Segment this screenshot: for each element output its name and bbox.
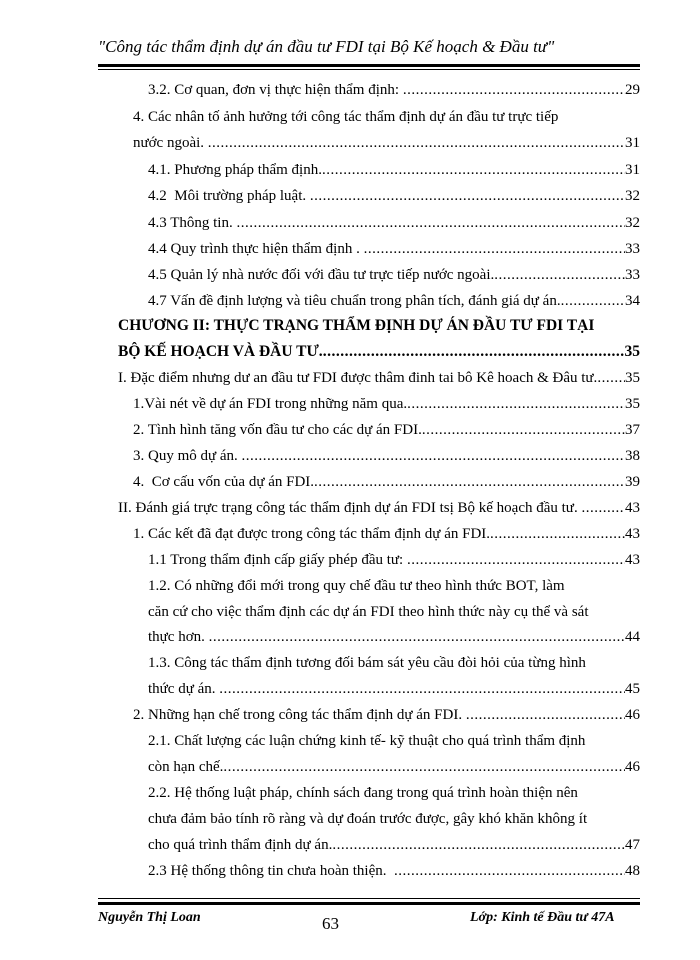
toc-entry-I-2 [133,420,640,440]
toc-leader-dots [394,861,625,881]
toc-entry-text: 1.1 Trong thẩm định cấp giấy phép đầu tư: [148,552,407,568]
toc-page-number: 48 [625,863,640,879]
toc-entry-text: cho quá trình thẩm định dự án. [148,837,333,853]
toc-entry-text: 3.2. Cơ quan, đơn vị thực hiện thẩm định: [148,82,403,98]
toc-entry-text: 3. Quy mô dự án. [133,448,242,464]
toc-entry-text: 1.3. Công tác thẩm định tương đối bám sát yêu cầu đòi hỏi của từng hình [148,655,586,671]
toc-section-II [118,498,640,518]
toc-page-number: 43 [625,552,640,568]
toc-leader-dots [208,133,625,153]
toc-page-number: 32 [625,215,640,231]
toc-page-number: 44 [625,629,640,645]
toc-entry-II-2-2 [148,783,640,803]
toc-entry-4-2 [148,186,640,206]
toc-entry-II-2-2-end [148,835,640,855]
toc-entry-text: chưa đảm bảo tính rõ ràng và dự đoán trước được, gây khó khăn không ít [148,811,588,827]
toc-entry-II-1 [133,524,640,544]
footer-class: Lớp: Kinh tế Đầu tư 47A [470,910,615,925]
toc-leader-dots [322,160,625,180]
toc-page-number: 33 [625,267,640,283]
toc-chapter-2-cont [118,342,640,362]
toc-leader-dots [403,80,625,100]
toc-leader-dots [490,524,625,544]
toc-entry-text: 1.Vài nét về dự án FDI trong những năm qua. [133,396,408,412]
toc-entry-text: 2.1. Chất lượng các luận chứng kinh tế- kỹ thuật cho quá trình thẩm định [148,733,586,749]
toc-entry-text: 2. Những hạn chế trong công tác thẩm định dự án FDI. [133,707,466,723]
toc-page-number: 31 [625,135,640,151]
footer-rule-thick [98,902,640,905]
toc-leader-dots [242,446,625,466]
toc-page-number: 38 [625,448,640,464]
toc-entry-4-7 [148,291,640,311]
toc-entry-4-4 [148,239,640,259]
toc-entry-text: nước ngoài. [133,135,208,151]
toc-entry-4-3 [148,213,640,233]
toc-entry-text: 1. Các kết đã đạt được trong công tác thẩm định dự án FDI. [133,526,491,542]
footer-page-number: 63 [322,914,339,933]
toc-entry-II-2 [133,705,640,725]
toc-entry-text: 4.2 Môi trường pháp luật. [148,188,310,204]
toc-page-number: 35 [625,370,640,386]
toc-entry-text: 4. Cơ cấu vốn của dự án FDI. [133,474,315,490]
toc-section-I [118,368,640,388]
toc-entry-text: còn hạn chế. [148,759,224,775]
toc-chapter-title: BỘ KẾ HOẠCH VÀ ĐẦU TƯ. [118,343,323,360]
footer-author: Nguyễn Thị Loan [98,910,201,925]
toc-entry-text: I. Đặc điểm nhưng dư an đầu tư FDI được thâm đinh tai bô Kê hoach & Đâu tư. [118,370,598,386]
toc-entry-II-1-2-end [148,627,640,647]
toc-leader-dots [494,265,625,285]
toc-entry-text: 4.5 Quản lý nhà nước đối với đầu tư trực tiếp nước ngoài. [148,267,495,283]
toc-leader-dots [597,368,625,388]
toc-entry-II-1-2-cont [148,602,640,622]
toc-leader-dots [422,420,625,440]
toc-entry-II-1-2 [148,576,640,596]
toc-leader-dots [219,679,625,699]
toc-page-number: 29 [625,82,640,98]
toc-entry-text: 2.3 Hệ thống thông tin chưa hoàn thiện. [148,863,395,879]
toc-leader-dots [223,757,625,777]
toc-entry-I-4 [133,472,640,492]
toc-chapter-2 [118,316,640,336]
header-rule-thick [98,64,640,67]
toc-entry-3-2 [148,80,640,100]
toc-page-number: 43 [625,500,640,516]
toc-page-number: 35 [625,396,640,412]
toc-page-number: 31 [625,162,640,178]
toc-entry-II-2-2-cont [148,809,640,829]
toc-page-number: 39 [625,474,640,490]
toc-entry-4-cont [133,133,640,153]
toc-page-number: 47 [625,837,640,853]
toc-leader-dots [314,472,625,492]
toc-entry-II-1-1 [148,550,640,570]
toc-entry-I-1 [133,394,640,414]
toc-entry-II-2-1-cont [148,757,640,777]
toc-page-number: 46 [625,707,640,723]
toc-entry-4-1 [148,160,640,180]
toc-entry-text: II. Đánh giá trực trạng công tác thẩm định dự án FDI tsị Bộ kế hoạch đầu tư. [118,500,582,516]
toc-leader-dots [561,291,625,311]
toc-leader-dots [310,186,625,206]
toc-leader-dots [236,213,625,233]
footer-rule-thin [98,898,640,899]
toc-leader-dots [364,239,625,259]
toc-entry-text: 4.3 Thông tin. [148,215,237,231]
toc-page-number: 32 [625,188,640,204]
toc-leader-dots [332,835,625,855]
toc-entry-II-1-3-cont [148,679,640,699]
toc-entry-II-2-3 [148,861,640,881]
toc-page-number: 46 [625,759,640,775]
toc-entry-text: 4.7 Vấn đề định lượng và tiêu chuẩn trong phân tích, đánh giá dự án. [148,293,561,309]
toc-entry-text: căn cứ cho việc thẩm định các dự án FDI theo hình thức này cụ thể và sát [148,604,589,620]
toc-leader-dots [466,705,625,725]
running-header-title: "Công tác thẩm định dự án đầu tư FDI tại Bộ Kế hoạch & Đầu tư" [98,37,555,56]
toc-chapter-title: CHƯƠNG II: THỰC TRẠNG THẨM ĐỊNH DỰ ÁN ĐẦU TƯ FDI TẠI [118,317,595,334]
toc-entry-text: thức dự án. [148,681,220,697]
toc-entry-text: 2. Tình hình tăng vốn đầu tư cho các dự án FDI. [133,422,422,438]
toc-leader-dots [407,550,625,570]
toc-page-number: 33 [625,241,640,257]
toc-page-number: 34 [625,293,640,309]
toc-leader-dots [581,498,625,518]
toc-entry-II-1-3 [148,653,640,673]
toc-entry-4 [133,107,640,127]
toc-entry-text: 4. Các nhân tố ảnh hưởng tới công tác thẩm định dự án đầu tư trực tiếp [133,109,559,125]
toc-entry-4-5 [148,265,640,285]
toc-leader-dots [323,342,625,362]
toc-leader-dots [209,627,625,647]
toc-page-number: 35 [624,343,640,360]
toc-entry-text: thực hơn. [148,629,209,645]
toc-page-number: 45 [625,681,640,697]
toc-entry-text: 4.1. Phương pháp thẩm định. [148,162,322,178]
toc-page-number: 43 [625,526,640,542]
toc-entry-text: 2.2. Hệ thống luật pháp, chính sách đang trong quá trình hoàn thiện nên [148,785,578,801]
header-rule-thin [98,69,640,70]
toc-entry-text: 1.2. Có những đổi mới trong quy chế đầu tư theo hình thức BOT, làm [148,578,565,594]
toc-entry-text: 4.4 Quy trình thực hiện thẩm định . [148,241,364,257]
toc-leader-dots [407,394,625,414]
toc-page-number: 37 [625,422,640,438]
toc-entry-II-2-1 [148,731,640,751]
toc-entry-I-3 [133,446,640,466]
